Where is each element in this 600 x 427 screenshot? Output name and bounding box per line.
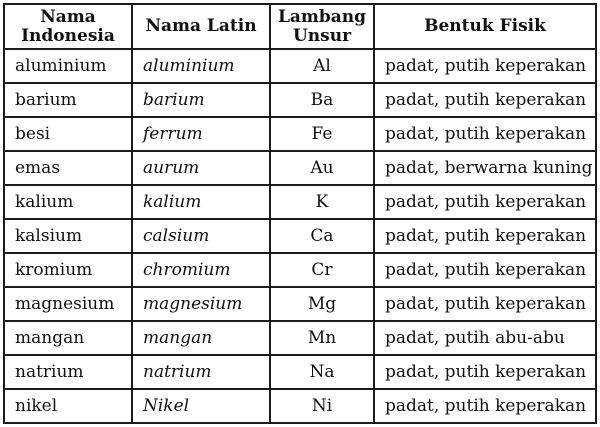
cell-nama-indonesia: emas — [4, 151, 132, 185]
cell-bentuk-fisik: padat, putih keperakan — [374, 253, 596, 287]
cell-bentuk-fisik: padat, putih keperakan — [374, 83, 596, 117]
cell-bentuk-fisik: padat, putih keperakan — [374, 49, 596, 83]
header-nama-indonesia-line-2: Indonesia — [21, 25, 115, 46]
table-row — [4, 321, 596, 355]
cell-nama-indonesia: besi — [4, 117, 132, 151]
cell-nama-latin: kalium — [132, 185, 270, 219]
table-row — [4, 83, 596, 117]
table-row — [4, 117, 596, 151]
cell-nama-latin: chromium — [132, 253, 270, 287]
cell-nama-indonesia: mangan — [4, 321, 132, 355]
cell-bentuk-fisik: padat, putih keperakan — [374, 355, 596, 389]
cell-lambang-unsur: Au — [270, 151, 374, 185]
cell-nama-latin: mangan — [132, 321, 270, 355]
header-bentuk-fisik — [374, 4, 596, 49]
cell-bentuk-fisik: padat, putih keperakan — [374, 287, 596, 321]
header-nama-latin — [132, 4, 270, 49]
elements-table — [3, 3, 597, 424]
cell-nama-latin: calsium — [132, 219, 270, 253]
cell-lambang-unsur: Ni — [270, 389, 374, 423]
cell-nama-indonesia: kalsium — [4, 219, 132, 253]
table-row — [4, 287, 596, 321]
cell-bentuk-fisik: padat, putih keperakan — [374, 185, 596, 219]
cell-nama-latin: ferrum — [132, 117, 270, 151]
header-lambang-unsur-line-1: Lambang — [277, 6, 367, 27]
cell-nama-latin: Nikel — [132, 389, 270, 423]
cell-nama-latin: aurum — [132, 151, 270, 185]
cell-lambang-unsur: Mg — [270, 287, 374, 321]
header-lambang-unsur — [270, 4, 374, 49]
table-row — [4, 219, 596, 253]
cell-bentuk-fisik: padat, putih keperakan — [374, 117, 596, 151]
table-header — [4, 4, 596, 49]
table-row — [4, 185, 596, 219]
cell-lambang-unsur: Na — [270, 355, 374, 389]
cell-nama-indonesia: nikel — [4, 389, 132, 423]
cell-bentuk-fisik: padat, berwarna kuning — [374, 151, 596, 185]
cell-nama-indonesia: kromium — [4, 253, 132, 287]
cell-nama-indonesia: aluminium — [4, 49, 132, 83]
cell-bentuk-fisik: padat, putih keperakan — [374, 389, 596, 423]
table-body — [4, 49, 596, 423]
cell-nama-latin: aluminium — [132, 49, 270, 83]
table-row — [4, 49, 596, 83]
header-nama-indonesia — [4, 4, 132, 49]
cell-lambang-unsur: Mn — [270, 321, 374, 355]
cell-nama-latin: natrium — [132, 355, 270, 389]
header-row — [4, 4, 596, 49]
cell-lambang-unsur: Ca — [270, 219, 374, 253]
cell-lambang-unsur: Fe — [270, 117, 374, 151]
cell-lambang-unsur: Ba — [270, 83, 374, 117]
cell-nama-indonesia: magnesium — [4, 287, 132, 321]
header-bentuk-fisik-line-1: Bentuk Fisik — [424, 16, 546, 36]
cell-nama-indonesia: natrium — [4, 355, 132, 389]
cell-nama-indonesia: kalium — [4, 185, 132, 219]
header-lambang-unsur-line-2: Unsur — [292, 25, 352, 46]
header-nama-latin-line-1: Nama Latin — [145, 16, 257, 36]
cell-lambang-unsur: K — [270, 185, 374, 219]
table-row — [4, 355, 596, 389]
header-nama-indonesia-line-1: Nama — [40, 6, 96, 27]
table-row — [4, 253, 596, 287]
table-row — [4, 389, 596, 423]
cell-bentuk-fisik: padat, putih keperakan — [374, 219, 596, 253]
cell-lambang-unsur: Cr — [270, 253, 374, 287]
cell-lambang-unsur: Al — [270, 49, 374, 83]
cell-bentuk-fisik: padat, putih abu-abu — [374, 321, 596, 355]
cell-nama-latin: magnesium — [132, 287, 270, 321]
table-row — [4, 151, 596, 185]
cell-nama-indonesia: barium — [4, 83, 132, 117]
cell-nama-latin: barium — [132, 83, 270, 117]
